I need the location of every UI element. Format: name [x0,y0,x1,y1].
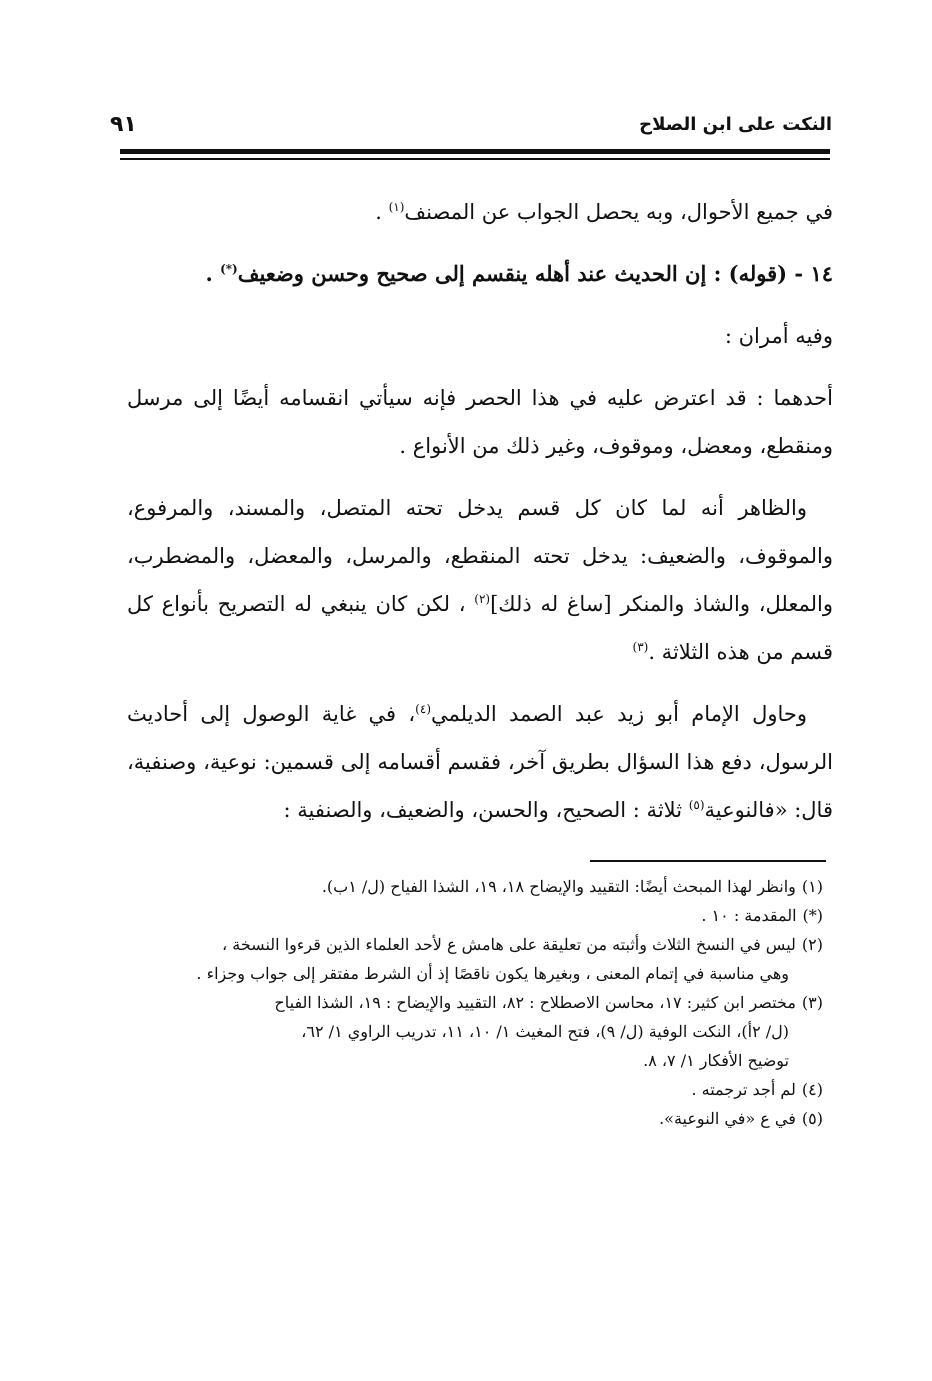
footnote-3-number: (٣) [801,993,823,1012]
section-heading-text: ١٤ - (قوله) : إن الحديث عند أهله ينقسم إلى صحيح وحسن وضعيف [237,261,833,286]
footnote-star-text: المقدمة : ١٠ . [701,906,797,925]
paragraph-1-end: . [375,200,389,224]
footnote-star-number: (*) [802,906,823,925]
footnote-5-number: (٥) [801,1109,823,1128]
footnote-4-text: لم أجد ترجمته . [691,1080,796,1099]
paragraph-5 [127,484,833,676]
page-number: ٩١ [110,112,137,137]
footnote-separator [590,860,826,862]
footnote-ref-star: (*) [220,262,238,276]
section-heading-end: . [205,261,221,286]
footnote-5 [127,1104,833,1133]
footnote-ref-1: (١) [388,200,405,214]
footnote-3 [127,988,833,1017]
footnote-1-text: وانظر لهذا المبحث أيضًا: التقييد والإيضاح ١٨، ١٩، الشذا الفياح (ل/ ١ب). [321,877,796,896]
footnotes [127,872,833,1133]
main-text [127,188,833,834]
footnote-4 [127,1075,833,1104]
footnote-5-text: في ع «في النوعية». [659,1109,796,1128]
paragraph-6-text-a: وحاول الإمام أبو زيد عبد الصمد الديلمي [431,702,807,726]
footnote-3-text-a: مختصر ابن كثير: ١٧، محاسن الاصطلاح : ٨٢، التقييد والإيضاح : ١٩، الشذا الفياح [274,993,796,1012]
footnote-star [127,901,833,930]
footnote-3-continuation-2: توضيح الأفكار ١/ ٧، ٨. [643,1051,789,1070]
paragraph-5-text-b: ، لكن كان ينبغي له التصريح بأنواع كل قسم من هذه الثلاثة . [127,592,833,664]
footnote-2-number: (٢) [801,935,823,954]
footnote-4-number: (٤) [801,1080,823,1099]
footnote-ref-2: (٢) [474,592,491,606]
header-rule-thin [120,158,830,160]
running-title: النكت على ابن الصلاح [639,114,832,135]
paragraph-6 [127,690,833,834]
paragraph-3: وفيه أمران : [724,324,833,348]
footnote-3-continuation-1: (ل/ ٢أ)، النكت الوفية (ل/ ٩)، فتح المغيث ١/ ١٠، ١١، تدريب الراوي ١/ ٦٢، [301,1022,789,1041]
footnote-1-number: (١) [801,877,823,896]
paragraph-1 [127,188,833,236]
footnote-ref-4: (٤) [415,702,431,716]
paragraph-4: أحدهما : قد اعترض عليه في هذا الحصر فإنه سيأتي انقسامه أيضًا إلى مرسل ومنقطع، ومعضل، وموقوف، وغير ذلك من الأنواع . [127,386,833,458]
paragraph-5-text-a: والظاهر أنه لما كان كل قسم يدخل تحته المتصل، والمسند، والمرفوع، والموقوف، والضعيف: يدخل تحته المنقطع، والمرسل، والمعضل، والمضطرب، والمعلل، والشاذ والمنكر [ساغ له ذلك] [127,496,833,616]
footnote-ref-5: (٥) [688,798,705,812]
section-heading-14 [127,250,833,298]
footnote-2 [127,930,833,959]
footnote-2-continuation: وهي مناسبة في إتمام المعنى ، وبغيرها يكون ناقصًا إذ أن الشرط مفتقر إلى جواب وجزاء . [196,964,789,983]
header-rule-thick [120,149,830,154]
paragraph-6-text-c: ثلاثة : الصحيح، والحسن، والضعيف، والصنفية : [283,798,689,822]
footnote-2-text-a: ليس في النسخ الثلاث وأثبته من تعليقة على هامش ع لأحد العلماء الذين قرءوا النسخة ، [222,935,796,954]
footnote-1 [127,872,833,901]
paragraph-1-text: في جميع الأحوال، وبه يحصل الجواب عن المصنف [404,200,833,224]
paragraph-6-text-b: ، في غاية الوصول إلى أحاديث الرسول، دفع هذا السؤال بطريق آخر، فقسم أقسامه إلى قسمين: نوعية، وصنفية، قال: «فالنوعية [127,702,833,822]
footnote-ref-3: (٣) [632,640,649,654]
